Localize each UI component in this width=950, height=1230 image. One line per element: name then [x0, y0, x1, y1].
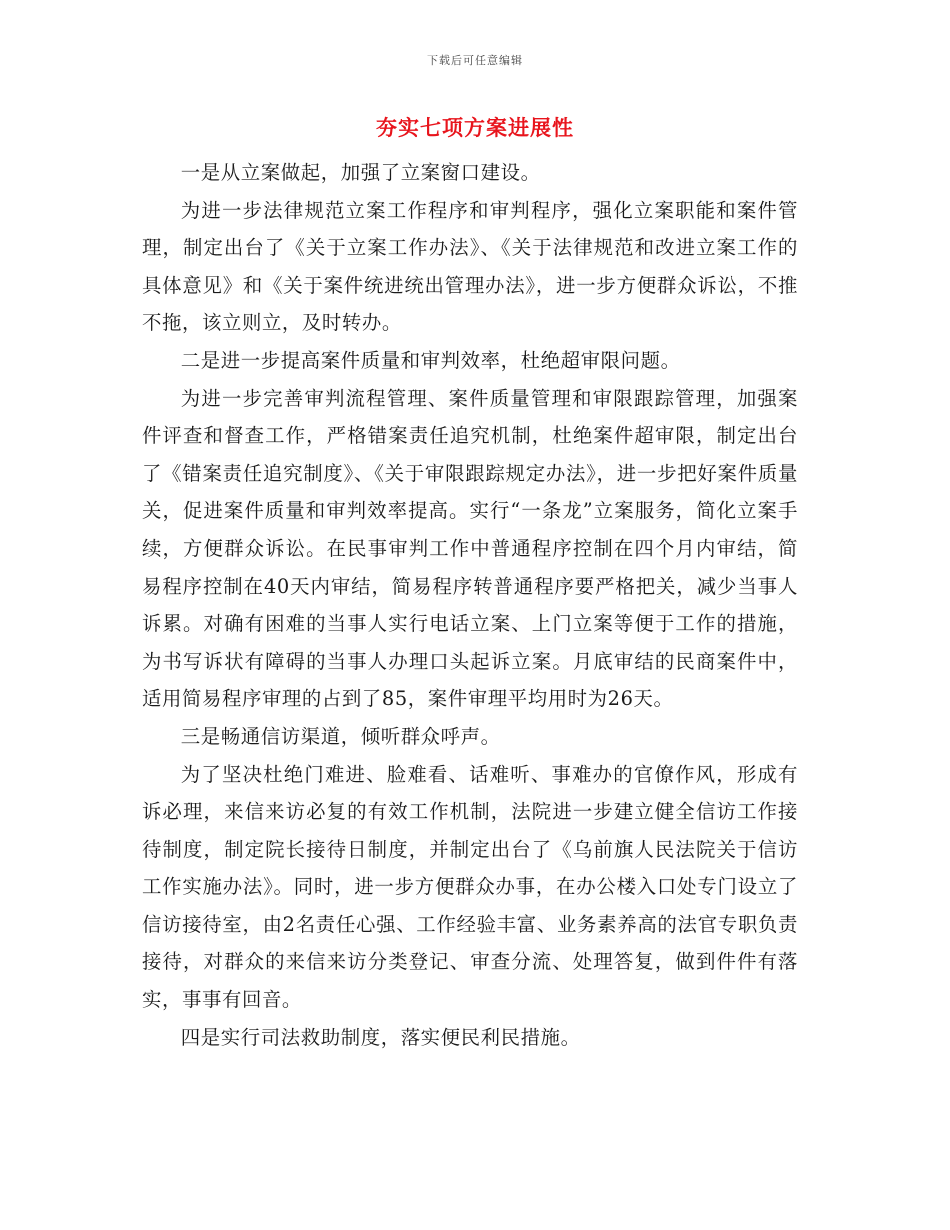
body-paragraph-2: 为进一步完善审判流程管理、案件质量管理和审限跟踪管理，加强案件评查和督查工作，严格错案责任追究机制，杜绝案件超审限，制定出台了《错案责任追究制度》、《关于审限跟踪规定办法》，进一步把好案件质量关，促进案件质量和审判效率提高。实行“一条龙”立案服务，简化立案手续，方便群众诉讼。在民事审判工作中普通程序控制在四个月内审结，简易程序控制在40天内审结，简易程序转普通程序要严格把关，减少当事人诉累。对确有困难的当事人实行电话立案、上门立案等便于工作的措施，为书写诉状有障碍的当事人办理口头起诉立案。月底审结的民商案件中，适用简易程序审理的占到了85，案件审理平均用时为26天。: [142, 386, 798, 711]
section-heading-3: 三是畅通信访渠道，倾听群众呼声。: [180, 724, 501, 748]
body-paragraph-3: 为了坚决杜绝门难进、脸难看、话难听、事难办的官僚作风，形成有诉必理，来信来访必复的有效工作机制，法院进一步建立健全信访工作接待制度，制定院长接待日制度，并制定出台了《乌前旗人民法院关于信访工作实施办法》。同时，进一步方便群众办事，在办公楼入口处专门设立了信访接待室，由2名责任心强、工作经验丰富、业务素养高的法官专职负责接待，对群众的来信来访分类登记、审查分流、处理答复，做到件件有落实，事事有回音。: [142, 762, 798, 1012]
section-heading-4: 四是实行司法救助制度，落实便民利民措施。: [180, 1025, 581, 1049]
body-paragraph-1: 为进一步法律规范立案工作程序和审判程序，强化立案职能和案件管理，制定出台了《关于立案工作办法》、《关于法律规范和改进立案工作的具体意见》和《关于案件统进统出管理办法》，进一步方便群众诉讼，不推不拖，该立则立，及时转办。: [142, 198, 798, 335]
page-header-note: 下载后可任意编辑: [427, 54, 523, 67]
document-title: 夯实七项方案进展性: [376, 115, 574, 140]
section-heading-1: 一是从立案做起，加强了立案窗口建设。: [180, 161, 541, 184]
document-body: [142, 154, 798, 1056]
section-heading-2: 二是进一步提高案件质量和审判效率，杜绝超审限问题。: [180, 348, 681, 372]
